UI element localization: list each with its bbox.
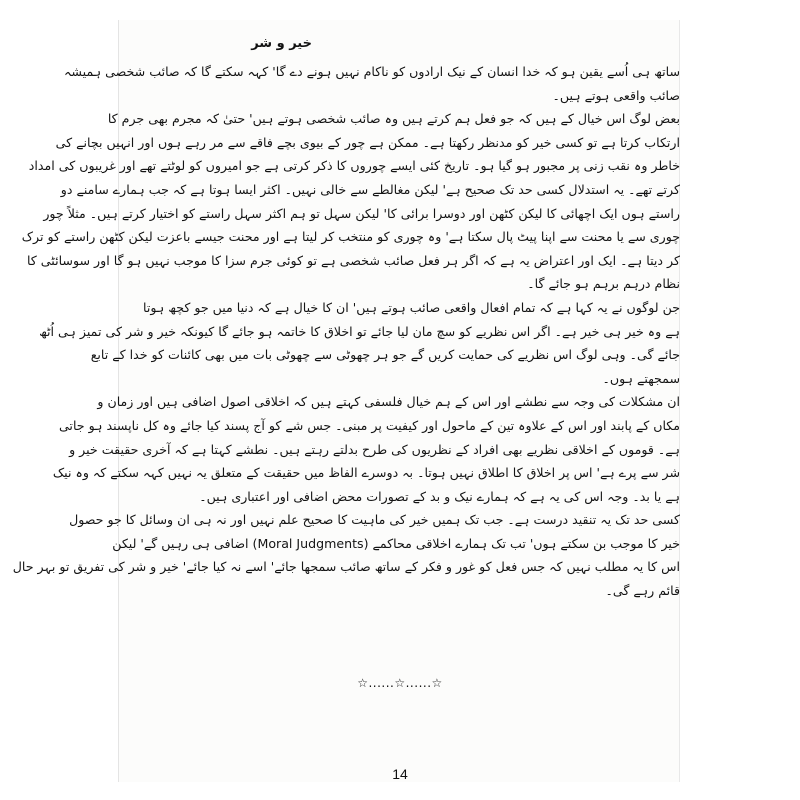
text-line: جن لوگوں نے یہ کہا ہے کہ تمام افعال واقعی صائب ہوتے ہیں' ان کا خیال ہے کہ دنیا میں جو کچھ ہوتا	[143, 299, 680, 315]
text-line: ان مشکلات کی وجہ سے نطشے اور اس کے ہم خیال فلسفی کہتے ہیں کہ اخلاقی اصول اضافی ہیں اور زمان و	[97, 394, 680, 410]
text-line: ارتکاب کرتا ہے تو کسی خیر کو مدنظر رکھتا ہے۔ ممکن ہے چور کے بیوی بچے فاقے سے مر رہے ہوں اور انہیں بچانے کی	[55, 134, 680, 150]
text-line: بعض لوگ اس خیال کے ہیں کہ جو فعل ہم کرتے ہیں وہ صائب شخصی ہوتے ہیں' حتیٰ کہ مجرم بھی جرم کا	[107, 111, 680, 127]
text-line: قائم رہے گی۔	[605, 583, 680, 599]
text-line: سمجھتے ہوں۔	[602, 370, 680, 386]
text-line: خاطر وہ نقب زنی پر مجبور ہو گیا ہو۔ تاریخ کئی ایسے چوروں کا ذکر کرتی ہے جو امیروں کو لوٹتے تھے اور غریبوں کی امداد	[28, 158, 680, 174]
text-line: صائب واقعی ہوتے ہیں۔	[552, 87, 680, 103]
text-line: شر سے پرے ہے' اس پر اخلاق کا اطلاق نہیں ہوتا۔ بہ دوسرے الفاظ میں حقیقت کے متعلق یہ نہیں کہہ سکتے کہ وہ نیک	[52, 465, 680, 481]
section-ornament: ☆......☆......☆	[357, 676, 443, 690]
text-line: ہے یا بد۔ وجہ اس کی یہ ہے کہ ہمارے نیک و بد کے تصورات محض اضافی اور اعتباری ہیں۔	[199, 488, 680, 504]
text-line: ساتھ ہی اُسے یقین ہو کہ خدا انسان کے نیک ارادوں کو ناکام نہیں ہونے دے گا' کہہ سکتے گا کہ صائب شخصی ہمیشہ	[64, 64, 680, 79]
text-line: چوری سے یا محنت سے اپنا پیٹ پال سکتا ہے' وہ چوری کو منتخب کر لیتا ہے اور محنت جیسے باعزت لیکن کٹھن راستے کو ترک	[21, 229, 680, 245]
text-line: راستے ہوں ایک اچھائی کا لیکن کٹھن اور دوسرا برائی کا' لیکن سہل تو ہم اکثر سہل راستے کو اختیار کرتے ہیں۔ مثلاً چور	[43, 205, 680, 221]
text-line: جائے گی۔ وہی لوگ اس نظریے کی حمایت کریں گے جو ہر چھوٹی سے چھوٹی بات میں بھی کائنات کو خدا کے تابع	[90, 347, 680, 363]
running-header: خیر و شر	[251, 36, 312, 51]
text-line: اس کا یہ مطلب نہیں کہ جس فعل کو غور و فکر کے ساتھ صائب سمجھا جائے' اسے نہ کیا جائے' خیر و شر کی تفریق تو بہر حال	[12, 559, 680, 575]
page-body-text	[12, 60, 680, 603]
text-line: ہے۔ قوموں کے اخلاقی نظریے بھی افراد کے نظریوں کی طرح بدلتے رہتے ہیں۔ نطشے کہتا ہے کہ آخری حقیقت خیر و	[69, 441, 680, 457]
text-line: کرتے تھے۔ یہ استدلال کسی حد تک صحیح ہے' لیکن مغالطے سے خالی نہیں۔ اکثر ایسا ہوتا ہے کہ جب ہمارے سامنے دو	[60, 181, 680, 197]
text-line: نظام درہم برہم ہو جائے گا۔	[527, 276, 680, 292]
text-line: کر دیتا ہے۔ ایک اور اعتراض یہ ہے کہ اگر ہر فعل صائب شخصی ہے تو کوئی جرم سزا کا موجب نہیں ہو گا اور سوسائٹی کا	[26, 252, 680, 268]
text-line: کسی حد تک یہ تنقید درست ہے۔ جب تک ہمیں خیر کی ماہیت کا صحیح علم نہیں اور نہ ہی ان وسائل کا جو حصول	[69, 512, 680, 528]
page-number: 14	[392, 766, 408, 782]
text-line: مکاں کے پابند اور اس کے علاوہ تین کے ماحول اور کیفیت پر مبنی۔ جس شے کو آج پسند کیا جائے وہ کل ناپسند ہو جاتی	[58, 417, 680, 433]
text-line: ہے وہ خیر ہی خیر ہے۔ اگر اس نظریے کو سچ مان لیا جائے تو اخلاق کا خاتمہ ہو جائے گا کیونکہ خیر و شر کی تمیز ہی اُٹھ	[39, 323, 680, 339]
text-line: خیر کا موجب بن سکتے ہوں' تب تک ہمارے اخلاقی محاکمے (Moral Judgments) اضافی ہی رہیں گے' لیکن	[112, 535, 680, 551]
